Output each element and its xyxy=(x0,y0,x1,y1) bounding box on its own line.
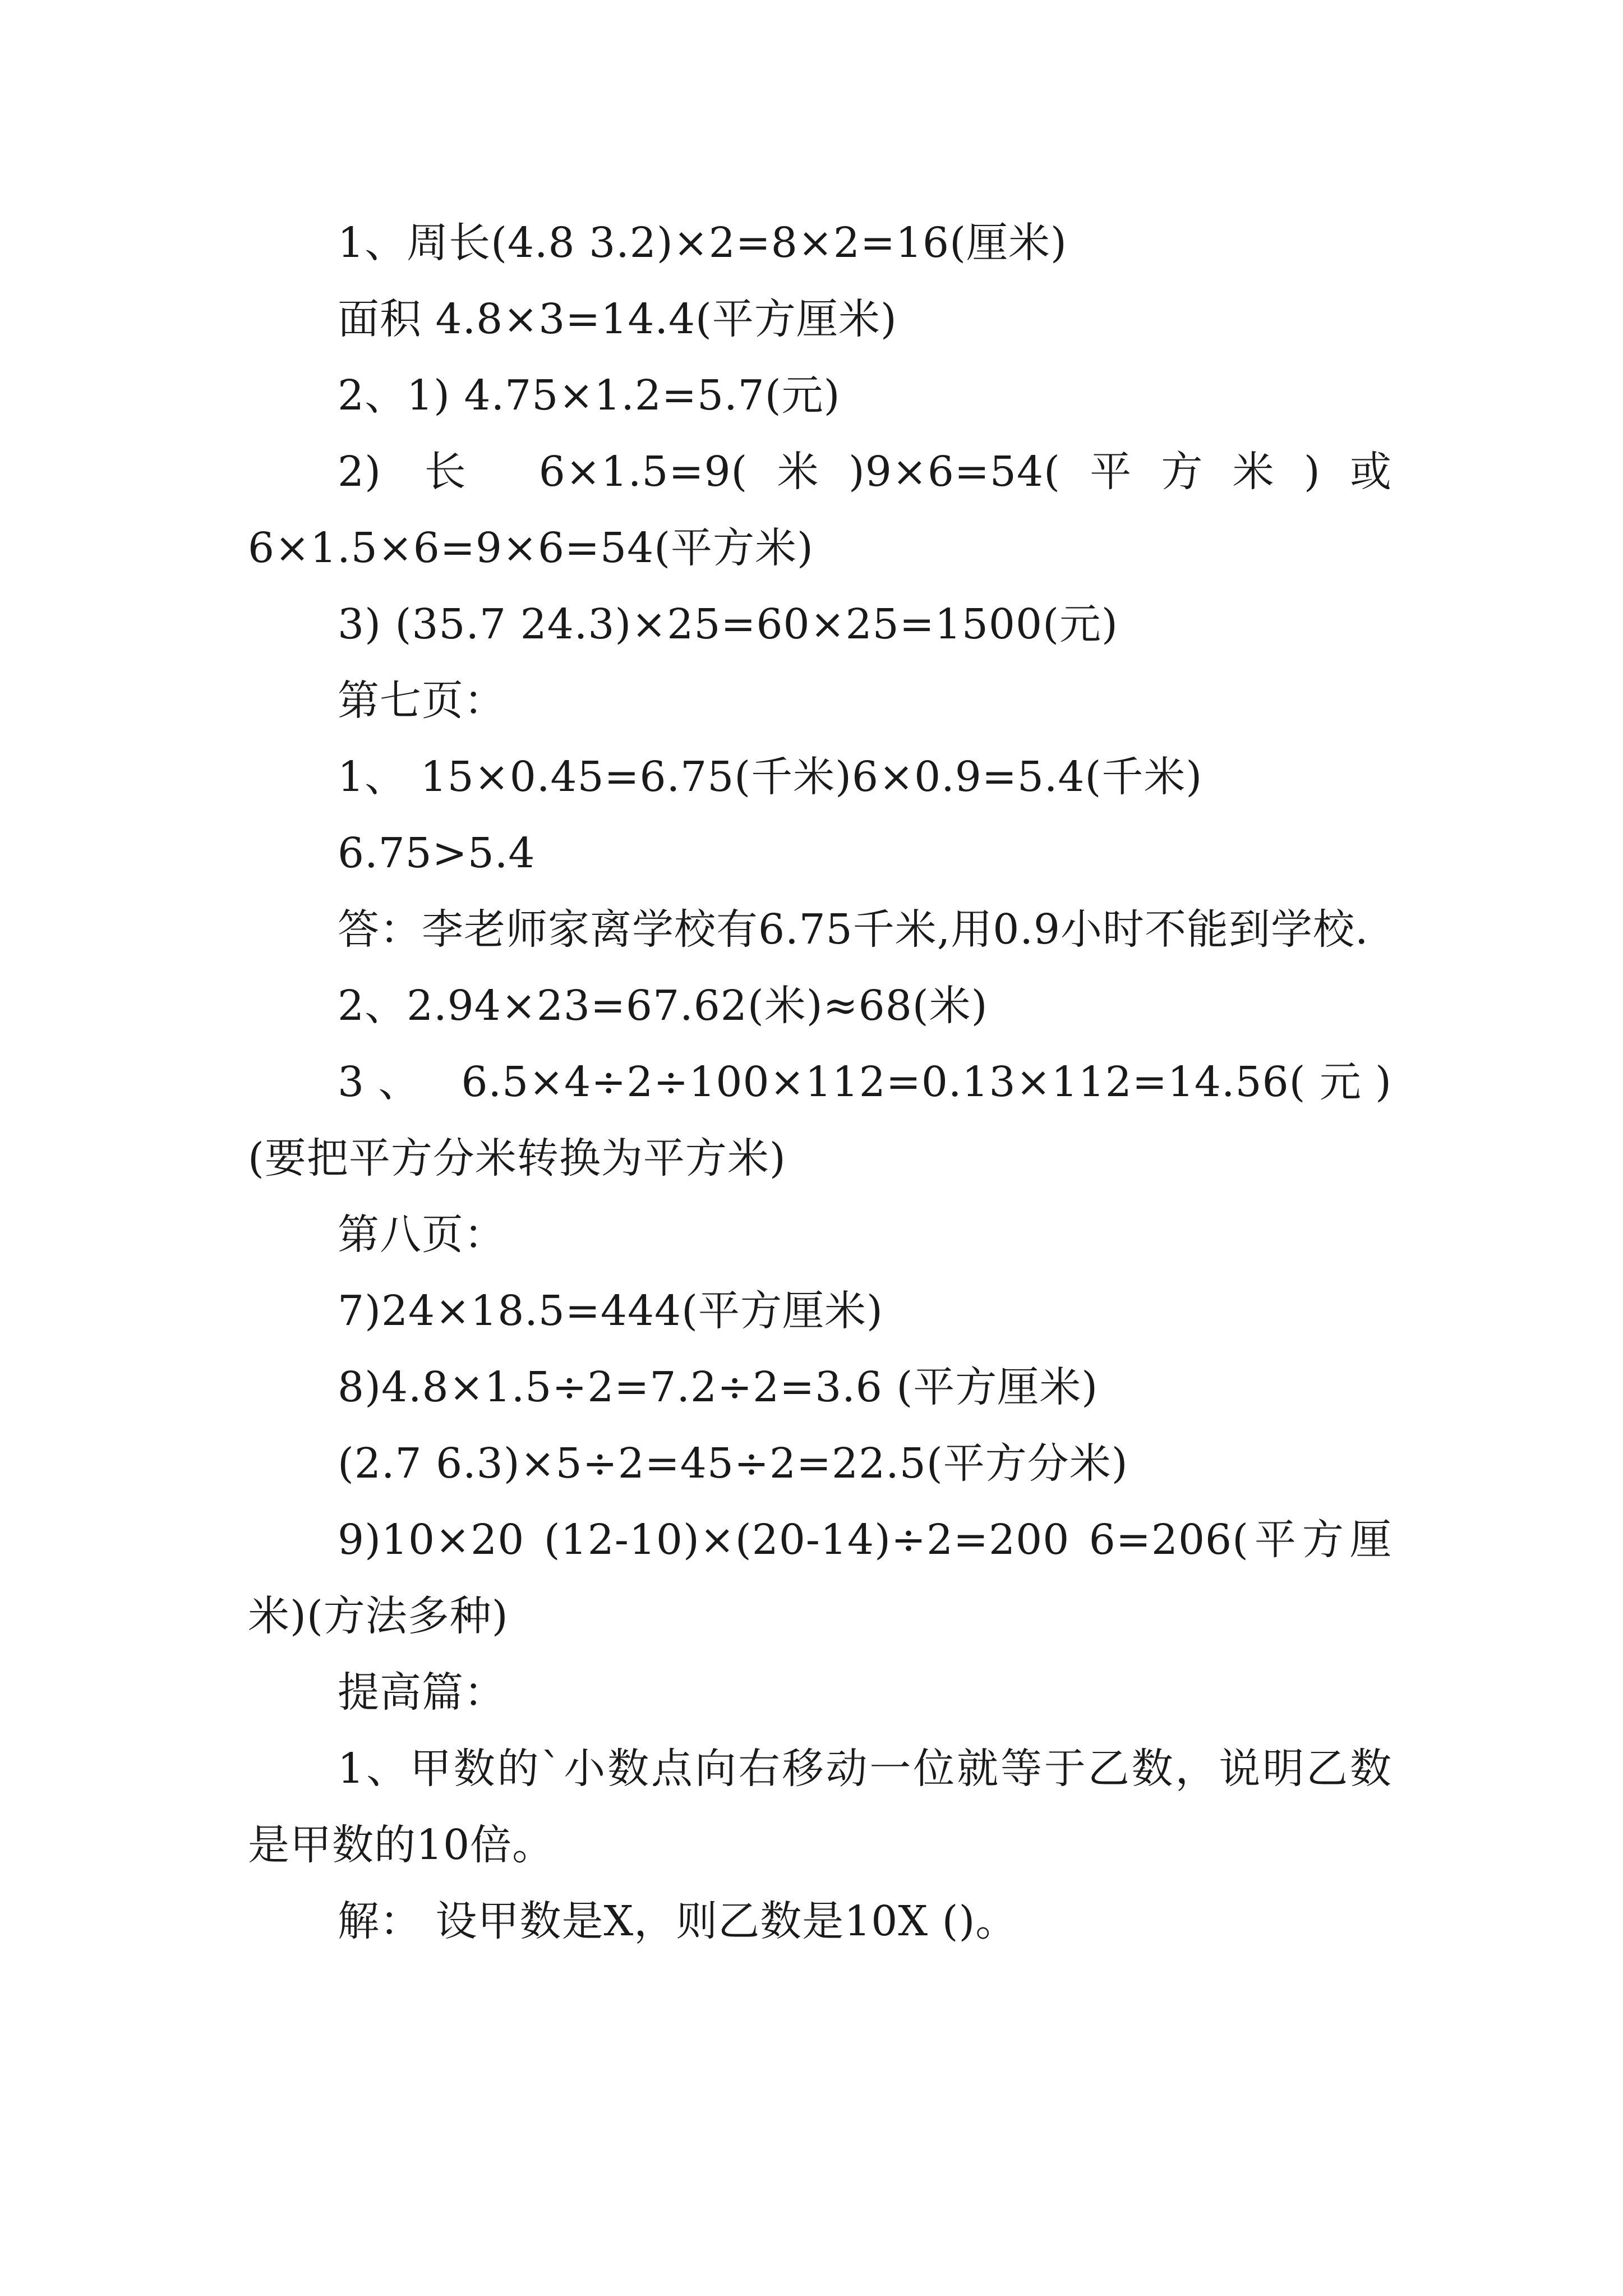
paragraph: 8)4.8×1.5÷2=7.2÷2=3.6 (平方厘米) xyxy=(338,1363,1099,1411)
paragraph: 答：李老师家离学校有6.75千米,用0.9小时不能到学校. xyxy=(338,905,1369,954)
paragraph: 3、 6.5×4÷2÷100×112=0.13×112=14.56(元) (要把平方分米转换为平方米) xyxy=(248,1058,1406,1182)
section-heading: 第八页： xyxy=(338,1211,506,1259)
paragraph: 6.75>5.4 xyxy=(338,829,536,877)
paragraph: 2) 长 6×1.5=9(米)9×6=54(平方米)或6×1.5×6=9×6=54(平方米) xyxy=(248,448,1392,572)
paragraph: 2、1) 4.75×1.2=5.7(元) xyxy=(338,371,841,420)
paragraph: 1、甲数的`小数点向右移动一位就等于乙数，说明乙数是甲数的10倍。 xyxy=(248,1745,1392,1869)
paragraph: 1、 15×0.45=6.75(千米)6×0.9=5.4(千米) xyxy=(338,753,1203,801)
document-body xyxy=(248,205,1406,1959)
paragraph: 7)24×18.5=444(平方厘米) xyxy=(338,1287,883,1335)
section-heading: 第七页： xyxy=(338,677,506,725)
paragraph: 2、2.94×23=67.62(米)≈68(米) xyxy=(338,982,988,1030)
paragraph: 3) (35.7 24.3)×25=60×25=1500(元) xyxy=(338,600,1118,648)
paragraph: 解： 设甲数是X，则乙数是10X ()。 xyxy=(338,1897,1018,1945)
paragraph: 面积 4.8×3=14.4(平方厘米) xyxy=(338,295,897,343)
paragraph: 9)10×20 (12-10)×(20-14)÷2=200 6=206(平方厘米)(方法多种) xyxy=(248,1516,1392,1640)
paragraph: 1、周长(4.8 3.2)×2=8×2=16(厘米) xyxy=(338,219,1067,267)
paragraph: (2.7 6.3)×5÷2=45÷2=22.5(平方分米) xyxy=(338,1439,1128,1488)
section-heading: 提高篇： xyxy=(338,1668,506,1717)
